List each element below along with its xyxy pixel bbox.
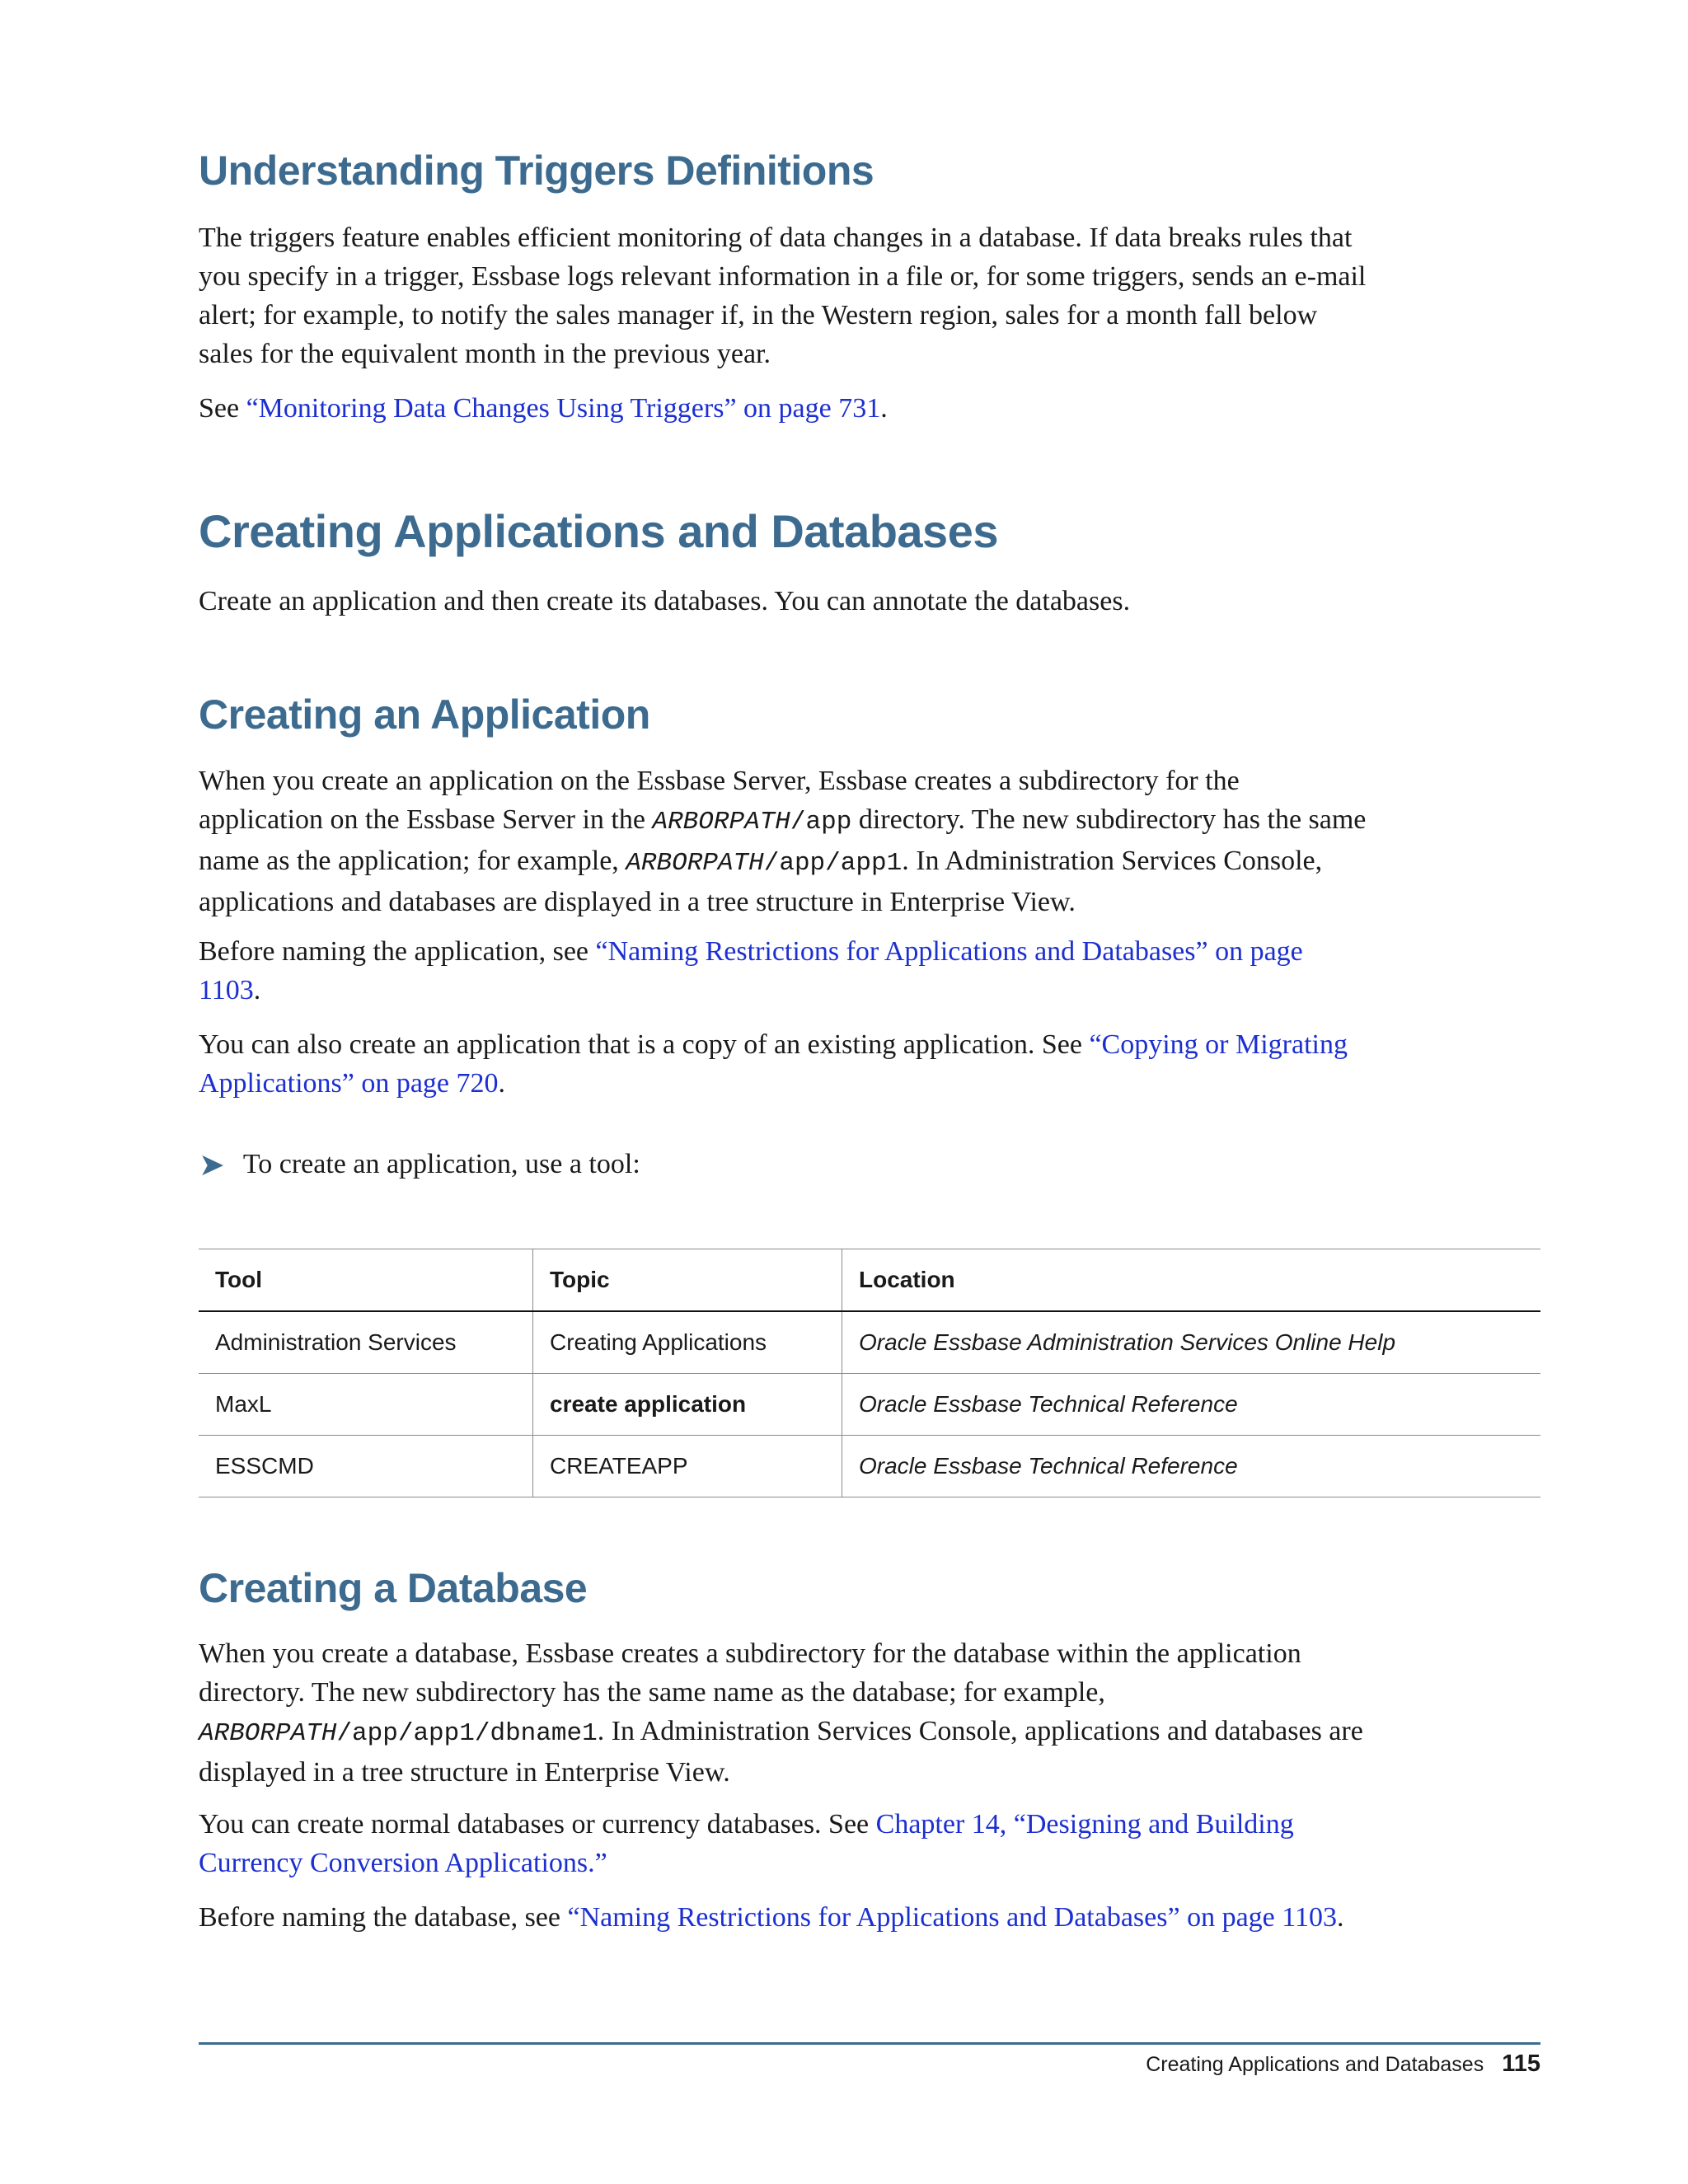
text: Before naming the database, see (199, 1902, 568, 1933)
text: See (199, 393, 246, 424)
column-header-location: Location (842, 1249, 1541, 1312)
text: You can create normal databases or currency databases. See (199, 1809, 876, 1840)
link-naming-restrictions[interactable]: “Naming Restrictions for Applications and Databases” on page 1103 (567, 1902, 1337, 1933)
table-header-row (199, 1249, 1540, 1312)
text: . (880, 393, 888, 424)
paragraph-see-triggers (199, 389, 1369, 428)
text: . (253, 975, 261, 1005)
code-arborpath: ARBORPATH (652, 808, 790, 837)
footer-section-title: Creating Applications and Databases (1146, 2053, 1484, 2076)
paragraph-application-copy (199, 1025, 1369, 1103)
cell-topic: Creating Applications (533, 1311, 842, 1374)
procedure-step (199, 1146, 640, 1183)
paragraph-creating-intro: Create an application and then create its databases. You can annotate the databases. (199, 586, 1131, 616)
chapter-heading-creating: Creating Applications and Databases (199, 505, 998, 557)
section-heading-database: Creating a Database (199, 1565, 588, 1611)
text: . In Administration Services Console, applications and databases are displayed in a tree structure in Enterprise View. (199, 1716, 1363, 1788)
procedure-text: To create an application, use a tool: (242, 1149, 640, 1179)
text: . In Administration Services Console, applications and databases are displayed in a tree structure in Enterprise View. (199, 846, 1323, 917)
text: directory. The new subdirectory has the same name as the application; for example, (199, 804, 1367, 876)
column-header-tool: Tool (199, 1249, 533, 1312)
text: Before naming the application, see (199, 936, 596, 967)
paragraph-database-naming (199, 1898, 1369, 1937)
text: You can also create an application that is a copy of an existing application. See (199, 1029, 1090, 1060)
cell-location: Oracle Essbase Technical Reference (842, 1374, 1541, 1436)
cell-tool: Administration Services (199, 1311, 533, 1374)
section-heading-application: Creating an Application (199, 691, 650, 738)
cell-tool: MaxL (199, 1374, 533, 1436)
link-chapter-14[interactable]: Chapter 14, “Designing and Building Currency Conversion Applications.” (199, 1809, 1294, 1878)
paragraph-database-1 (199, 1634, 1369, 1792)
cell-topic: CREATEAPP (533, 1436, 842, 1497)
table-row (199, 1436, 1540, 1497)
document-page (199, 0, 1540, 2184)
table-row (199, 1311, 1540, 1374)
section-heading-triggers: Understanding Triggers Definitions (199, 148, 874, 194)
text: When you create a database, Essbase creates a subdirectory for the database within the application directory. The new subdirectory has the same name as the database; for example, (199, 1638, 1301, 1708)
cell-location: Oracle Essbase Technical Reference (842, 1436, 1541, 1497)
paragraph-triggers: The triggers feature enables efficient monitoring of data changes in a database. If data breaks rules that you specify in a trigger, Essbase logs relevant information in a file or, for some triggers, sends an e-mail alert; for example, to notify the sales manager if, in the Western region, sales for a month fall below sales for the equivalent month in the previous year. (199, 223, 1367, 369)
code-dbpath: /app/app1/dbname1 (336, 1719, 598, 1748)
paragraph-application-naming (199, 932, 1369, 1010)
cell-location: Oracle Essbase Administration Services Online Help (842, 1311, 1541, 1374)
arrow-right-icon: ➤ (199, 1146, 225, 1183)
link-copying-applications[interactable]: “Copying or Migrating Applications” on page 720 (199, 1029, 1348, 1099)
text: . (498, 1068, 506, 1099)
text: When you create an application on the Essbase Server, Essbase creates a subdirectory for the application on the Essbase Server in the (199, 766, 1240, 835)
cell-topic: create application (533, 1374, 842, 1436)
table-row (199, 1374, 1540, 1436)
link-monitoring-triggers[interactable]: “Monitoring Data Changes Using Triggers” on page 731 (246, 393, 881, 424)
page-number: 115 (1502, 2050, 1540, 2077)
footer-rule (199, 2042, 1540, 2045)
text: . (1337, 1902, 1344, 1933)
page-footer (1146, 2050, 1540, 2078)
paragraph-database-currency (199, 1805, 1369, 1882)
column-header-topic: Topic (533, 1249, 842, 1312)
paragraph-application-1 (199, 762, 1369, 921)
code-arborpath: ARBORPATH (626, 849, 764, 878)
tools-table (199, 1249, 1540, 1497)
code-app-app1: /app/app1 (763, 849, 903, 878)
code-app: /app (790, 808, 852, 837)
code-arborpath: ARBORPATH (199, 1719, 337, 1748)
link-naming-restrictions[interactable]: “Naming Restrictions for Applications and Databases” on page 1103 (199, 936, 1303, 1005)
cell-tool: ESSCMD (199, 1436, 533, 1497)
